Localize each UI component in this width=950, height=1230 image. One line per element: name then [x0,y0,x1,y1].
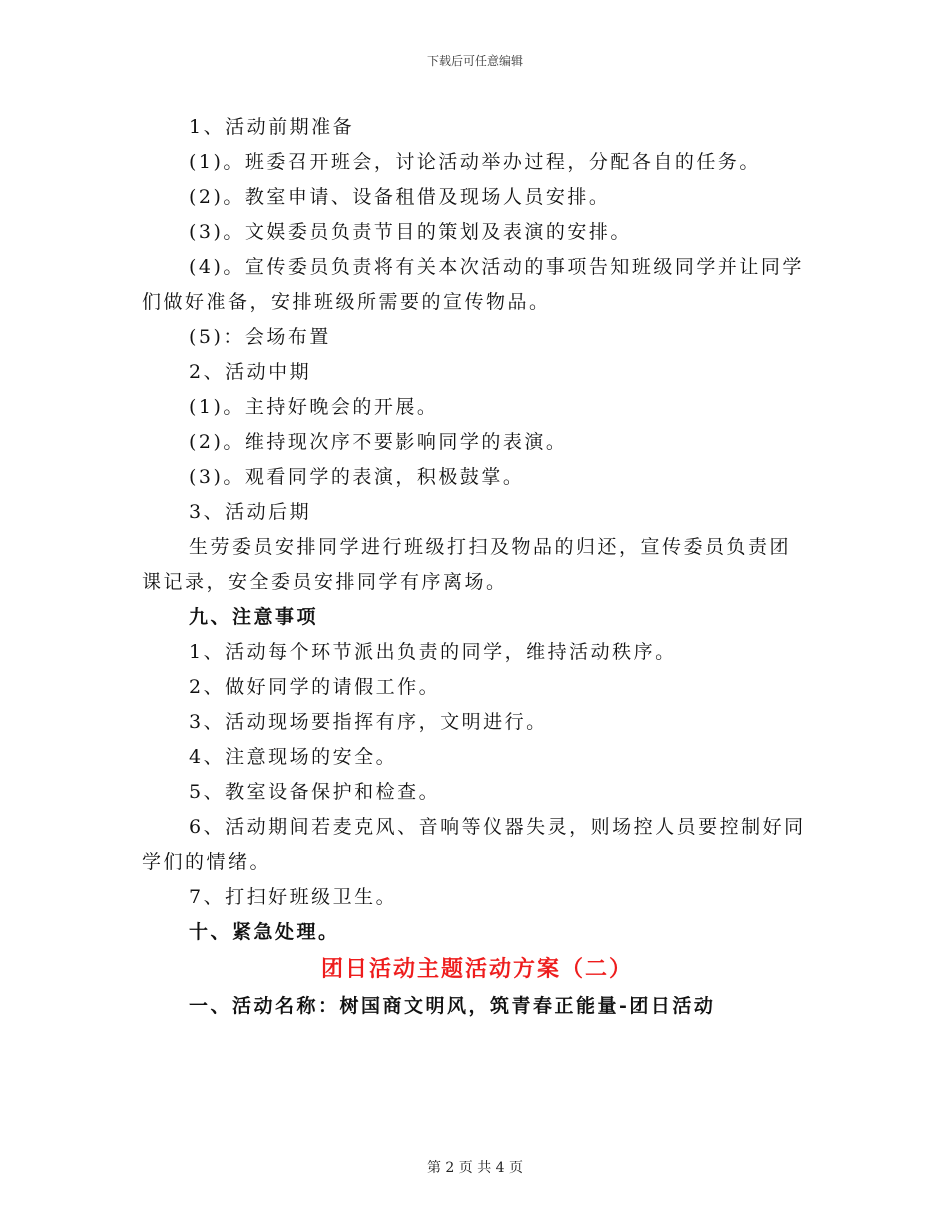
list-item: (4)。宣传委员负责将有关本次活动的事项告知班级同学并让同学们做好准备，安排班级所需要的宣传物品。 [142,256,804,313]
section-heading: 1、活动前期准备 [189,116,355,138]
section-heading: 3、活动后期 [189,501,312,523]
list-item: 7、打扫好班级卫生。 [189,886,398,908]
page-footer: 第 2 页 共 4 页 [426,1160,524,1176]
list-item: 5、教室设备保护和检查。 [189,781,441,803]
section-heading-bold: 十、紧急处理。 [189,921,340,943]
list-item: (2)。教室申请、设备租借及现场人员安排。 [189,186,611,208]
list-item: (3)。观看同学的表演，积极鼓掌。 [189,466,525,488]
section-heading-bold: 九、注意事项 [189,606,319,628]
list-item: (3)。文娱委员负责节目的策划及表演的安排。 [189,221,632,243]
list-item: 6、活动期间若麦克风、音响等仪器失灵，则场控人员要控制好同学们的情绪。 [142,816,806,873]
activity-name-heading: 一、活动名称：树国商文明风，筑青春正能量-团日活动 [189,995,716,1017]
list-item: 4、注意现场的安全。 [189,746,398,768]
list-item: (5)：会场布置 [189,326,331,348]
document-title-red: 团日活动主题活动方案（二） [320,956,633,982]
list-item: 1、活动每个环节派出负责的同学，维持活动秩序。 [189,641,677,663]
page-header: 下载后可任意编辑 [426,54,523,68]
document-body [142,110,812,1024]
list-item: (2)。维持现次序不要影响同学的表演。 [189,431,568,453]
list-item: (1)。主持好晚会的开展。 [189,396,439,418]
paragraph: 生劳委员安排同学进行班级打扫及物品的归还，宣传委员负责团课记录，安全委员安排同学有序离场。 [142,536,792,593]
list-item: (1)。班委召开班会，讨论活动举办过程，分配各自的任务。 [189,151,761,173]
list-item: 2、做好同学的请假工作。 [189,676,441,698]
list-item: 3、活动现场要指挥有序，文明进行。 [189,711,548,733]
section-heading: 2、活动中期 [189,361,312,383]
